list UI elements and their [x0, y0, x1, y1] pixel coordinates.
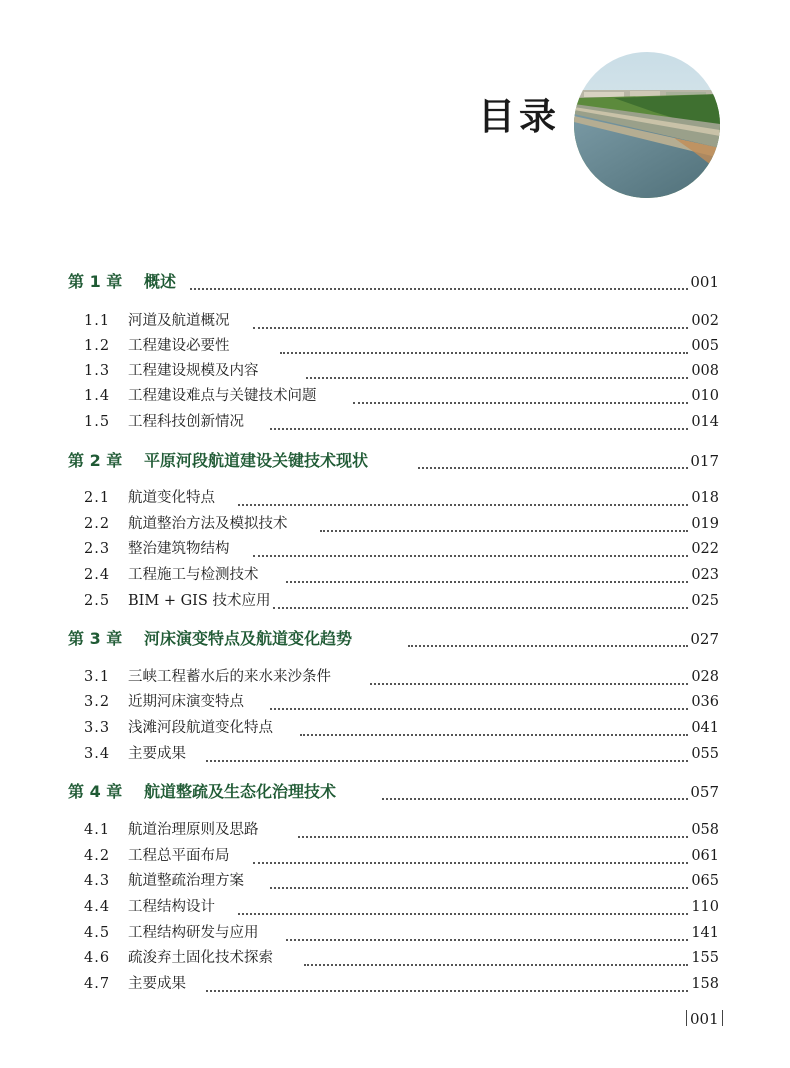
section-title: 近期河床演变特点 — [128, 694, 244, 710]
toc-page-number: 022 — [691, 541, 719, 557]
dot-leader — [298, 812, 688, 838]
section-title: 浅滩河段航道变化特点 — [128, 720, 273, 736]
section-title: 工程建设规模及内容 — [128, 363, 259, 379]
section-number: 3.1 — [84, 669, 111, 685]
section-number: 4.7 — [84, 976, 111, 992]
toc-page-number: 155 — [691, 950, 719, 966]
section-title: 整治建筑物结构 — [128, 541, 230, 557]
section-number: 1.3 — [84, 363, 111, 379]
section-number: 4.6 — [84, 950, 111, 966]
section-number: 2.4 — [84, 567, 111, 583]
dot-leader — [306, 353, 688, 379]
section-number: 1.1 — [84, 313, 111, 329]
page-title: 目录 — [478, 95, 560, 138]
toc-page-number: 065 — [691, 873, 719, 889]
section-number: 4.3 — [84, 873, 111, 889]
dot-leader — [353, 378, 688, 404]
dot-leader — [280, 328, 688, 354]
section-number: 1.4 — [84, 388, 111, 404]
toc-page-number: 041 — [691, 720, 719, 736]
toc-section-row — [0, 589, 790, 613]
section-number: 4.5 — [84, 925, 111, 941]
section-title: 疏浚弃土固化技术探索 — [128, 950, 273, 966]
toc-page-number: 055 — [691, 746, 719, 762]
dot-leader — [270, 863, 688, 889]
dot-leader — [270, 404, 688, 430]
section-title: BIM + GIS 技术应用 — [128, 593, 271, 609]
river-embankment-photo — [574, 52, 720, 198]
chapter-number: 第 1 章 — [68, 272, 123, 291]
chapter-number: 第 4 章 — [68, 782, 123, 801]
footer-page-number: 001 — [690, 1010, 719, 1028]
section-title: 主要成果 — [128, 976, 186, 992]
toc-chapter-row — [0, 780, 790, 804]
dot-leader — [253, 531, 688, 557]
section-number: 3.4 — [84, 746, 111, 762]
dot-leader — [238, 889, 688, 915]
dot-leader — [206, 736, 688, 762]
chapter-number: 第 3 章 — [68, 629, 123, 648]
dot-leader — [418, 443, 688, 469]
footer-bar-left — [686, 1010, 687, 1026]
toc-page-number: 019 — [691, 516, 719, 532]
toc-page-number: 010 — [691, 388, 719, 404]
toc-page-number: 110 — [691, 899, 719, 915]
toc-page-number: 018 — [691, 490, 719, 506]
dot-leader — [273, 583, 688, 609]
section-title: 航道整治方法及模拟技术 — [128, 516, 288, 532]
toc-page-number: 141 — [691, 925, 719, 941]
section-title: 航道整疏治理方案 — [128, 873, 244, 889]
dot-leader — [238, 480, 688, 506]
dot-leader — [300, 710, 688, 736]
toc-page-number: 002 — [691, 313, 719, 329]
chapter-title: 航道整疏及生态化治理技术 — [144, 782, 337, 801]
section-number: 1.5 — [84, 414, 111, 430]
section-number: 1.2 — [84, 338, 111, 354]
dot-leader — [382, 774, 688, 800]
section-number: 4.4 — [84, 899, 111, 915]
toc-section-row — [0, 742, 790, 766]
toc-page-number: 036 — [691, 694, 719, 710]
toc-page-number: 005 — [691, 338, 719, 354]
section-title: 工程结构设计 — [128, 899, 215, 915]
footer-bar-right — [722, 1010, 723, 1026]
dot-leader — [320, 506, 688, 532]
chapter-title: 平原河段航道建设关键技术现状 — [144, 451, 369, 470]
dot-leader — [253, 838, 688, 864]
dot-leader — [270, 684, 688, 710]
dot-leader — [304, 940, 688, 966]
toc-chapter-row — [0, 627, 790, 651]
toc-page-number: 028 — [691, 669, 719, 685]
dot-leader — [408, 621, 688, 647]
toc-page-number: 017 — [690, 452, 719, 470]
section-number: 2.5 — [84, 593, 111, 609]
toc-page-number: 008 — [691, 363, 719, 379]
toc-page-number: 027 — [690, 630, 719, 648]
dot-leader — [190, 264, 688, 290]
page-number-footer — [683, 1010, 726, 1028]
section-number: 4.1 — [84, 822, 111, 838]
toc-page-number: 014 — [691, 414, 719, 430]
section-title: 工程科技创新情况 — [128, 414, 244, 430]
toc-page-number: 001 — [690, 273, 719, 291]
toc-page-number: 025 — [691, 593, 719, 609]
toc-page-number: 058 — [691, 822, 719, 838]
section-number: 3.3 — [84, 720, 111, 736]
chapter-number: 第 2 章 — [68, 451, 123, 470]
dot-leader — [286, 557, 688, 583]
section-number: 4.2 — [84, 848, 111, 864]
section-number: 2.1 — [84, 490, 111, 506]
chapter-title: 河床演变特点及航道变化趋势 — [144, 629, 353, 648]
section-title: 工程结构研发与应用 — [128, 925, 259, 941]
dot-leader — [206, 966, 688, 992]
section-title: 三峡工程蓄水后的来水来沙条件 — [128, 669, 331, 685]
dot-leader — [253, 303, 688, 329]
section-number: 2.3 — [84, 541, 111, 557]
dot-leader — [370, 659, 688, 685]
section-title: 工程建设必要性 — [128, 338, 230, 354]
section-number: 2.2 — [84, 516, 111, 532]
toc-chapter-row — [0, 270, 790, 294]
section-title: 河道及航道概况 — [128, 313, 230, 329]
toc-page-number: 023 — [691, 567, 719, 583]
toc-page-number: 057 — [690, 783, 719, 801]
toc-section-row — [0, 972, 790, 996]
section-title: 主要成果 — [128, 746, 186, 762]
chapter-title: 概述 — [144, 272, 177, 291]
section-title: 工程总平面布局 — [128, 848, 230, 864]
toc-page-number: 061 — [691, 848, 719, 864]
section-title: 工程施工与检测技术 — [128, 567, 259, 583]
toc-chapter-row — [0, 449, 790, 473]
section-number: 3.2 — [84, 694, 111, 710]
section-title: 航道变化特点 — [128, 490, 215, 506]
dot-leader — [286, 915, 688, 941]
toc-page-number: 158 — [691, 976, 719, 992]
section-title: 航道治理原则及思路 — [128, 822, 259, 838]
toc-section-row — [0, 410, 790, 434]
section-title: 工程建设难点与关键技术问题 — [128, 388, 317, 404]
